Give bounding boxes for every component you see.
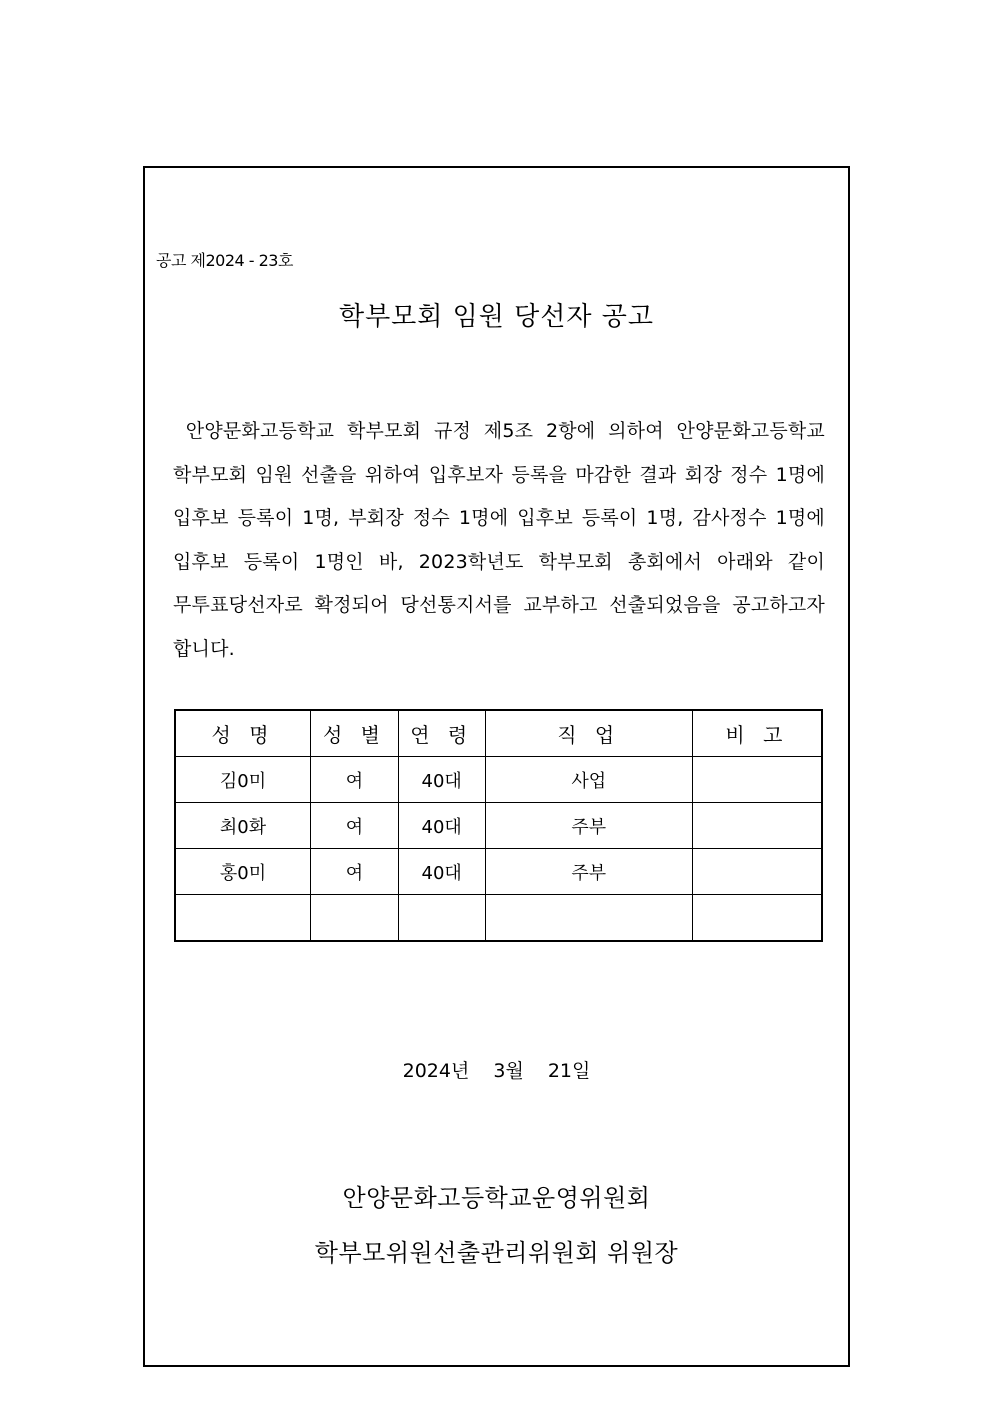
cell-name: 김0미: [175, 757, 311, 803]
table-header-row: [175, 710, 822, 757]
cell-remarks: [692, 757, 822, 803]
cell-occupation: 주부: [485, 849, 692, 895]
table-row: [175, 895, 822, 942]
notice-body-text: 안양문화고등학교 학부모회 규정 제5조 2항에 의하여 안양문화고등학교 학부모회 임원 선출을 위하여 입후보자 등록을 마감한 결과 회장 정수 1명에 입후보 등록이 1명, 부회장 정수 1명에 입후보 등록이 1명, 감사정수 1명에 입후보 등록이 1명인 바, 2023학년도 학부모회 총회에서 아래와 같이 무투표당선자로 확정되어 당선통지서를 교부하고 선출되었음을 공고하고자 합니다.: [173, 420, 825, 660]
cell-occupation: 주부: [485, 803, 692, 849]
table-row: [175, 803, 822, 849]
cell-remarks: [692, 895, 822, 942]
cell-age: 40대: [398, 757, 485, 803]
cell-occupation: [485, 895, 692, 942]
header-age: 연 령: [398, 710, 485, 757]
cell-remarks: [692, 849, 822, 895]
notice-date: 2024년 3월 21일: [402, 1060, 591, 1082]
header-name: 성 명: [175, 710, 311, 757]
issuer-chairperson: 학부모위원선출관리위원회 위원장: [314, 1239, 679, 1267]
cell-occupation: 사업: [485, 757, 692, 803]
notice-body: [173, 410, 825, 672]
issuer-committee: 안양문화고등학교운영위원회: [342, 1184, 651, 1212]
cell-name: 최0화: [175, 803, 311, 849]
notice-number: 공고 제2024 - 23호: [156, 251, 293, 270]
header-remarks: 비 고: [692, 710, 822, 757]
cell-name: 홍0미: [175, 849, 311, 895]
cell-age: 40대: [398, 849, 485, 895]
header-occupation: 직 업: [485, 710, 692, 757]
page-title: 학부모회 임원 당선자 공고: [338, 302, 655, 332]
cell-remarks: [692, 803, 822, 849]
cell-gender: 여: [311, 757, 399, 803]
cell-age: [398, 895, 485, 942]
cell-gender: [311, 895, 399, 942]
officers-table: [174, 709, 823, 942]
table-row: [175, 757, 822, 803]
table-row: [175, 849, 822, 895]
cell-gender: 여: [311, 849, 399, 895]
cell-gender: 여: [311, 803, 399, 849]
header-gender: 성 별: [311, 710, 399, 757]
cell-name: [175, 895, 311, 942]
cell-age: 40대: [398, 803, 485, 849]
